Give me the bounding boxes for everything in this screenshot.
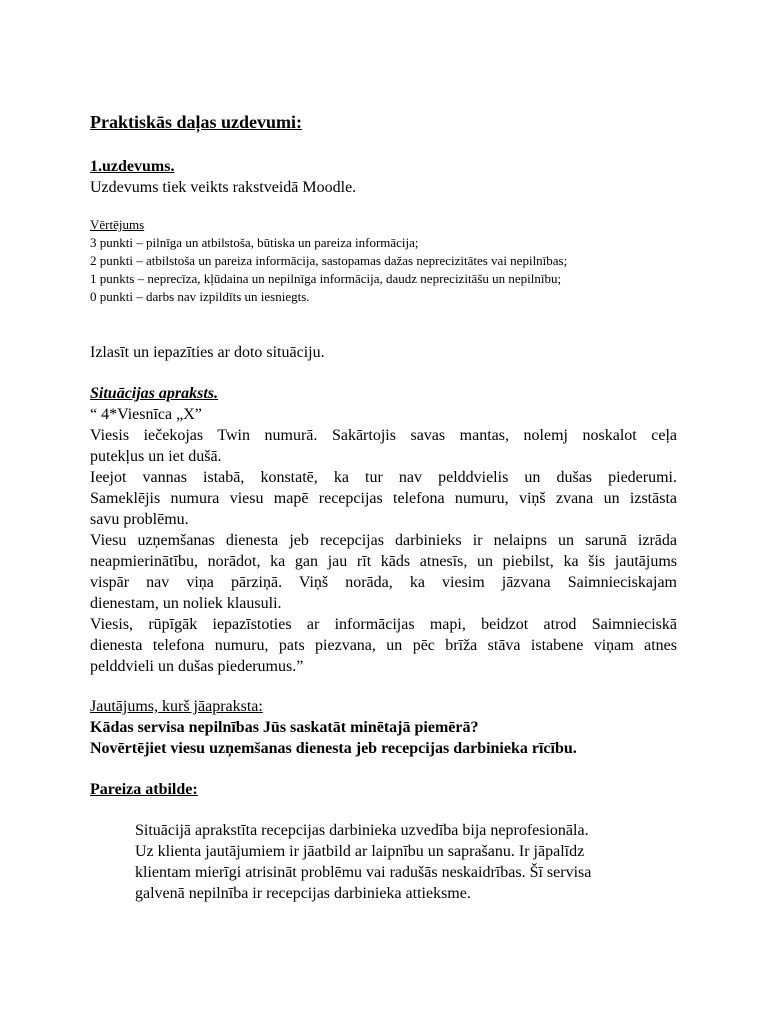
situation-paragraph-3 xyxy=(90,530,677,614)
paragraph-line: vispār nav viņa pārziņā. Viņš norāda, ka viesim jāzvana Saimnieciskajam xyxy=(90,574,677,591)
paragraph-line: putekļus un iet dušā. xyxy=(90,448,222,465)
answer-line: Situācijā aprakstīta recepcijas darbinieka uzvedība bija neprofesionāla. xyxy=(135,822,589,839)
paragraph-line: neapmierinātību, norādot, ka gan jau rīt kāds atnesīs, un piebilst, ka šis jautājums xyxy=(90,553,677,570)
instruction-text: Izlasīt un iepazīties ar doto situāciju. xyxy=(90,344,325,361)
grading-item: 3 punkti – pilnīga un atbilstoša, būtiska un pareiza informācija; xyxy=(90,235,419,250)
situation-heading: Situācijas apraksts. xyxy=(90,385,219,402)
paragraph-line: Ieejot vannas istabā, konstatē, ka tur nav pelddvielis un dušas piederumi. xyxy=(90,469,677,486)
task-heading: 1.uzdevums. xyxy=(90,158,175,175)
answer-heading: Pareiza atbilde: xyxy=(90,781,198,798)
grading-heading: Vērtējums xyxy=(90,217,145,232)
page-title: Praktiskās daļas uzdevumi: xyxy=(90,112,303,132)
grading-item: 2 punkti – atbilstoša un pareiza informācija, sastopamas dažas neprecizitātes vai nepilnības; xyxy=(90,253,568,268)
question-heading: Jautājums, kurš jāapraksta: xyxy=(90,698,263,715)
question-line-2: Novērtējiet viesu uzņemšanas dienesta jeb recepcijas darbinieka rīcību. xyxy=(90,740,577,757)
question-line-1: Kādas servisa nepilnības Jūs saskatāt minētajā piemērā? xyxy=(90,719,479,736)
paragraph-line: savu problēmu. xyxy=(90,511,189,528)
situation-paragraph-4 xyxy=(90,614,677,677)
hotel-name: “ 4*Viesnīca „X” xyxy=(90,406,202,423)
situation-paragraph-2 xyxy=(90,467,677,530)
answer-line: galvenā nepilnība ir recepcijas darbinieka attieksme. xyxy=(135,885,471,902)
paragraph-line: Viesis, rūpīgāk iepazīstoties ar informācijas mapi, beidzot atrod Saimnieciskā xyxy=(90,616,677,633)
answer-line: klientam mierīgi atrisināt problēmu vai radušās neskaidrības. Šī servisa xyxy=(135,864,592,881)
situation-paragraph-1 xyxy=(90,425,677,467)
grading-item: 1 punkts – neprecīza, kļūdaina un nepilnīga informācija, daudz neprecizitāšu un nepilnību; xyxy=(90,271,562,286)
grading-item: 0 punkti – darbs nav izpildīts un iesniegts. xyxy=(90,289,310,304)
task-intro: Uzdevums tiek veikts rakstveidā Moodle. xyxy=(90,179,357,196)
paragraph-line: Viesu uzņemšanas dienesta jeb recepcijas darbinieks ir nelaipns un sarunā izrāda xyxy=(90,532,677,549)
paragraph-line: pelddvieli un dušas piederumus.” xyxy=(90,658,304,675)
paragraph-line: dienestam, un noliek klausuli. xyxy=(90,595,282,612)
answer-block xyxy=(135,820,635,904)
answer-line: Uz klienta jautājumiem ir jāatbild ar laipnību un saprašanu. Ir jāpalīdz xyxy=(135,843,585,860)
paragraph-line: Viesis iečekojas Twin numurā. Sakārtojis savas mantas, nolemj noskalot ceļa xyxy=(90,427,677,444)
paragraph-line: Sameklējis numura viesu mapē recepcijas telefona numuru, viņš zvana un izstāsta xyxy=(90,490,677,507)
paragraph-line: dienesta telefona numuru, pats piezvana, un pēc brīža stāva istabene viņam atnes xyxy=(90,637,677,654)
